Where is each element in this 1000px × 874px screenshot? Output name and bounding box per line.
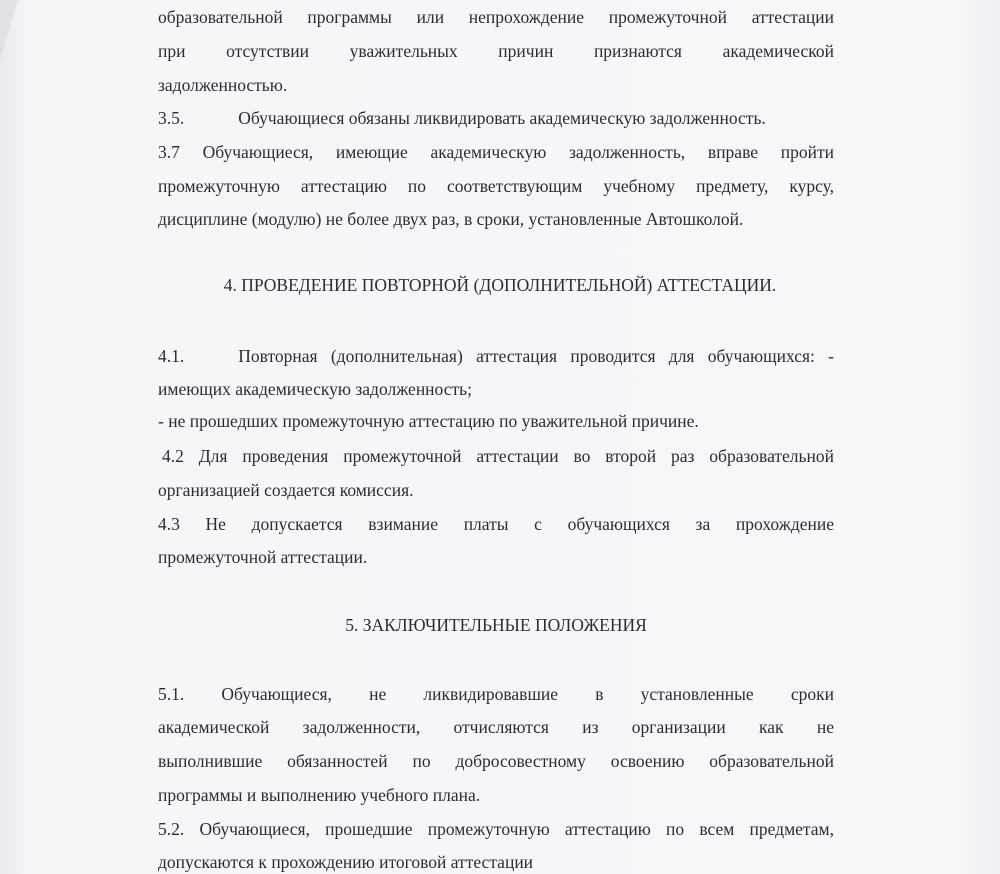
- text-line: 3.7 Обучающиеся, имеющие академическую задолженность, вправе пройти: [158, 142, 834, 162]
- text-line: промежуточную аттестацию по соответствующим учебному предмету, курсу,: [158, 176, 834, 196]
- clause-text: Повторная (дополнительная) аттестация проводится для обучающихся: -: [238, 346, 834, 366]
- clause-number: 3.5.: [158, 108, 185, 128]
- text-line: при отсутствии уважительных причин признаются академической: [158, 41, 834, 61]
- text-line: 4.3 Не допускается взимание платы с обучающихся за прохождение: [158, 514, 834, 534]
- text-line: программы и выполнению учебного плана.: [158, 785, 481, 805]
- text-line: образовательной программы или непрохождение промежуточной аттестации: [158, 7, 834, 27]
- text-line: выполнившие обязанностей по добросовестному освоению образовательной: [158, 751, 834, 771]
- section-4-heading: 4. ПРОВЕДЕНИЕ ПОВТОРНОЙ (ДОПОЛНИТЕЛЬНОЙ) АТТЕСТАЦИИ.: [223, 275, 777, 295]
- text-line: 4.2 Для проведения промежуточной аттестации во второй раз образовательной: [162, 446, 834, 466]
- text-line: промежуточной аттестации.: [158, 547, 368, 567]
- text-line: имеющих академическую задолженность;: [158, 379, 472, 399]
- section-5-heading: 5. ЗАКЛЮЧИТЕЛЬНЫЕ ПОЛОЖЕНИЯ: [345, 615, 647, 635]
- text-line: организацией создается комиссия.: [158, 480, 414, 500]
- clause-4-1: [158, 345, 834, 367]
- clause-number: 4.1.: [158, 346, 185, 366]
- clause-text: Обучающиеся обязаны ликвидировать академическую задолженность.: [238, 108, 766, 128]
- text-line: - не прошедших промежуточную аттестацию по уважительной причине.: [158, 411, 699, 431]
- text-line: задолженностью.: [158, 75, 288, 95]
- text-line: дисциплине (модулю) не более двух раз, в сроки, установленные Автошколой.: [158, 209, 744, 229]
- text-line: допускаются к прохождению итоговой аттестации: [158, 852, 534, 872]
- clause-3-5: [158, 107, 834, 129]
- text-line: 5.2. Обучающиеся, прошедшие промежуточную аттестацию по всем предметам,: [158, 819, 834, 839]
- text-line: 5.1. Обучающиеся, не ликвидировавшие в установленные сроки: [158, 684, 834, 704]
- page-corner-shadow: [0, 0, 18, 60]
- text-line: академической задолженности, отчисляются из организации как не: [158, 717, 834, 737]
